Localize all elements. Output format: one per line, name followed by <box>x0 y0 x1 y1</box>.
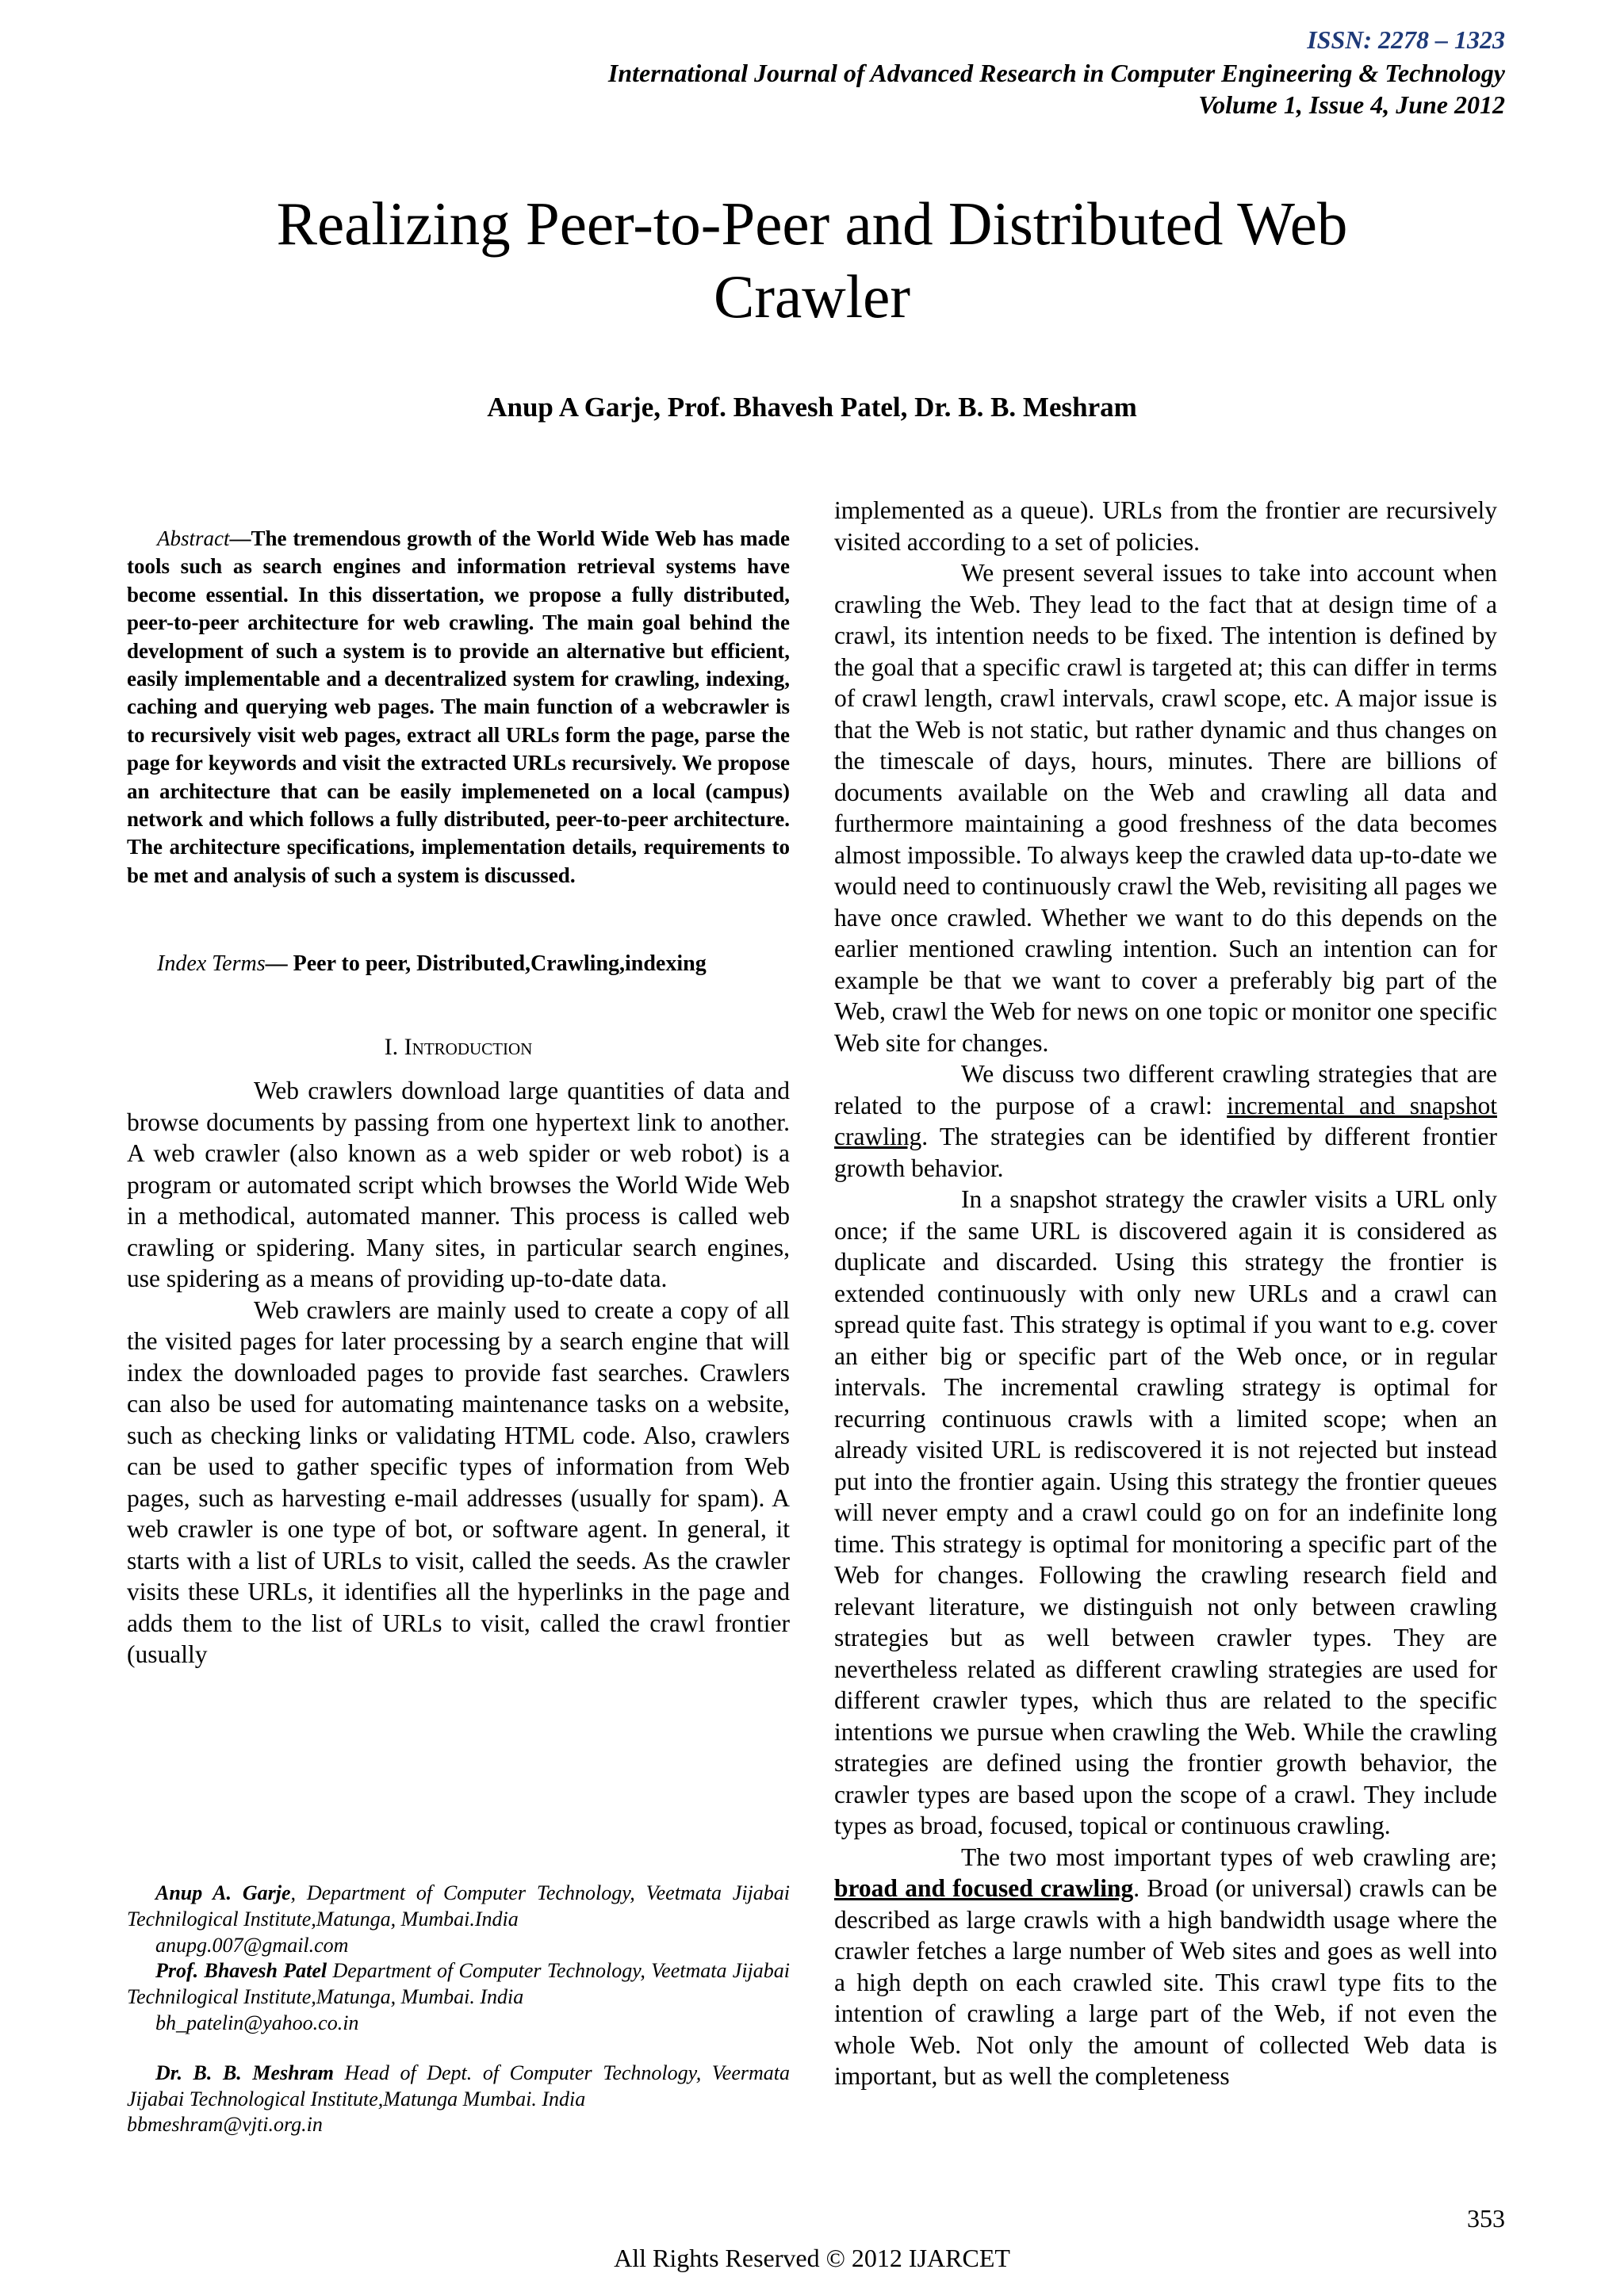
left-column <box>127 525 790 1670</box>
abstract-text: —The tremendous growth of the World Wide Web has made tools such as search engines and information retrieval systems have become essential. In this dissertation, we propose a fully distributed, peer-to-peer architecture for web crawling. The main goal behind the development of such a system is to provide an alternative but efficient, easily implementable and a decentralized system for crawling, indexing, caching and querying web pages. The main function of a webcrawler is to recursively visit web pages, extract all URLs form the page, parse the page for keywords and visit the extracted URLs recursively. We propose an architecture that can be easily implemeneted on a local (campus) network and which follows a fully distributed, peer-to-peer architecture. The architecture specifications, implementation details, requirements to be met and analysis of such a system is discussed. <box>127 526 790 887</box>
intro-paragraph-1: Web crawlers download large quantities of data and browse documents by passing from one hypertext link to another. A web crawler (also known as a web spider or web robot) is a program or automated script which browses the World Wide Web in a methodical, automated manner. This process is called web crawling or spidering. Many sites, in particular search engines, use spidering as a means of providing up-to-date data. <box>127 1077 790 1293</box>
footnote-author-1-email: anupg.007@gmail.com <box>155 1933 349 1957</box>
section-heading-introduction <box>127 1034 790 1061</box>
right-paragraph-5-end: . Broad (or universal) crawls can be described as large crawls with a high bandwidth usage where the crawler fetches a large number of Web sites and goes as well into a high depth on each crawled site. This crawl type fits to the intention of crawling a large part of the Web, if not even the whole Web. Not only the amount of collected Web data is important, but as well the completeness <box>834 1874 1497 2090</box>
index-terms <box>127 951 790 977</box>
section-numeral: I. <box>384 1034 404 1061</box>
right-paragraph-3-start: We discuss two different crawling strategies that are related to the purpose of a crawl: <box>834 1060 1497 1119</box>
right-paragraph-1: implemented as a queue). URLs from the frontier are recursively visited according to a set of policies. <box>834 496 1497 556</box>
footnote-author-3-affiliation: Head of Dept. of Computer Technology, Veermata Jijabai Technological Institute,Matunga Mumbai. India <box>127 2061 790 2110</box>
footnote-author-1-name: Anup A. Garje <box>155 1881 291 1904</box>
crawling-strategies-underlined: incremental and snapshot crawling <box>834 1091 1497 1150</box>
paper-title <box>0 187 1624 333</box>
author-list: Anup A Garje, Prof. Bhavesh Patel, Dr. B. B. Meshram <box>487 392 1137 423</box>
right-paragraph-5 <box>834 1842 1497 2092</box>
paper-title-line-1: Realizing Peer-to-Peer and Distributed Web <box>276 189 1348 258</box>
right-paragraph-4: In a snapshot strategy the crawler visits a URL only once; if the same URL is discovered again it is considered as duplicate and discarded. Using this strategy the frontier is extended continuously with only new URLs and a crawl can spread quite fast. This strategy is optimal if you want to e.g. cover an either big or specific part of the Web once, or in regular intervals. The incremental crawling strategy is optimal for recurring continuous crawls with a limited scope; when an already visited URL is rediscovered it is not rejected but instead put into the frontier again. Using this strategy the frontier queues will never empty and a crawl could go on for an indefinite long time. This strategy is optimal for monitoring a specific part of the Web for changes. Following the crawling research field and relevant literature, we distinguish not only between crawling strategies but as well between crawler types. They are nevertheless related as different crawling strategies are used for different crawler types, which thus are related to the specific intentions we pursue when crawling the Web. While the crawling strategies are defined using the frontier growth behavior, the crawler types are based upon the scope of a crawl. They include types as broad, focused, topical or continuous crawling. <box>834 1185 1497 1839</box>
paper-title-line-2: Crawler <box>714 262 910 331</box>
footnote-author-1-affiliation: , Department of Computer Technology, Veetmata Jijabai Technilogical Institute,Matunga, Mumbai.India <box>127 1881 791 1931</box>
footnote-author-2-affiliation: Department of Computer Technology, Veetmata Jijabai Technilogical Institute,Matunga, Mumbai. India <box>127 1959 790 2009</box>
footnote-author-2-email: bh_patelin@yahoo.co.in <box>155 2011 359 2034</box>
footnote-author-3 <box>127 2061 790 2113</box>
page-number: 353 <box>1467 2204 1505 2233</box>
footnote-author-2-name: Prof. Bhavesh Patel <box>155 1959 327 1983</box>
footnote-author-3-name: Dr. B. B. Meshram <box>155 2061 334 2084</box>
issn-header: ISSN: 2278 – 1323 <box>1307 25 1505 54</box>
abstract <box>127 525 790 890</box>
right-paragraph-5-start: The two most important types of web crawling are; <box>961 1843 1497 1871</box>
journal-name-header: International Journal of Advanced Research in Computer Engineering & Technology <box>607 59 1505 87</box>
author-footnotes <box>127 1881 790 2138</box>
copyright-footer: All Rights Reserved © 2012 IJARCET <box>614 2244 1010 2272</box>
footnote-author-2 <box>127 1958 790 2011</box>
footnote-author-3-email: bbmeshram@vjti.org.in <box>127 2113 323 2137</box>
volume-issue-header: Volume 1, Issue 4, June 2012 <box>1198 90 1505 119</box>
footnote-author-1 <box>127 1881 790 1933</box>
section-title: Introduction <box>404 1034 533 1061</box>
right-paragraph-3 <box>834 1058 1497 1184</box>
intro-paragraph-2: Web crawlers are mainly used to create a copy of all the visited pages for later processing by a search engine that will index the downloaded pages to provide fast searches. Crawlers can also be used for automating maintenance tasks on a website, such as checking links or validating HTML code. Also, crawlers can be used to gather specific types of information from Web pages, such as harvesting e-mail addresses (usually for spam). A web crawler is one type of bot, or software agent. In general, it starts with a list of URLs to visit, called the seeds. As the crawler visits these URLs, it identifies all the hyperlinks in the page and adds them to the list of URLs to visit, called the crawl frontier (usually <box>127 1295 790 1669</box>
right-paragraph-3-end: . The strategies can be identified by different frontier growth behavior. <box>834 1123 1497 1182</box>
right-column <box>834 495 1497 2092</box>
right-paragraph-2: We present several issues to take into account when crawling the Web. They lead to the fact that at design time of a crawl, its intention needs to be fixed. The intention is defined by the goal that a specific crawl is targeted at; this can differ in terms of crawl length, crawl intervals, crawl scope, etc. A major issue is that the Web is not static, but rather dynamic and thus changes on the timescale of days, hours, minutes. There are billions of documents available on the Web and crawling all data and furthermore maintaining a good freshness of the data becomes almost impossible. To always keep the crawled data up-to-date we would need to continuously crawl the Web, revisiting all pages we have once crawled. Whether we want to do this depends on the earlier mentioned crawling intention. Such an intention can for example be that we want to cover a preferably big part of the Web, crawl the Web for news on one topic or monitor one specific Web site for changes. <box>834 559 1497 1057</box>
abstract-label: Abstract <box>157 526 230 550</box>
crawling-types-underlined: broad and focused crawling <box>834 1874 1134 1902</box>
index-terms-text: — Peer to peer, Distributed,Crawling,indexing <box>265 951 707 977</box>
index-terms-label: Index Terms <box>157 951 266 977</box>
